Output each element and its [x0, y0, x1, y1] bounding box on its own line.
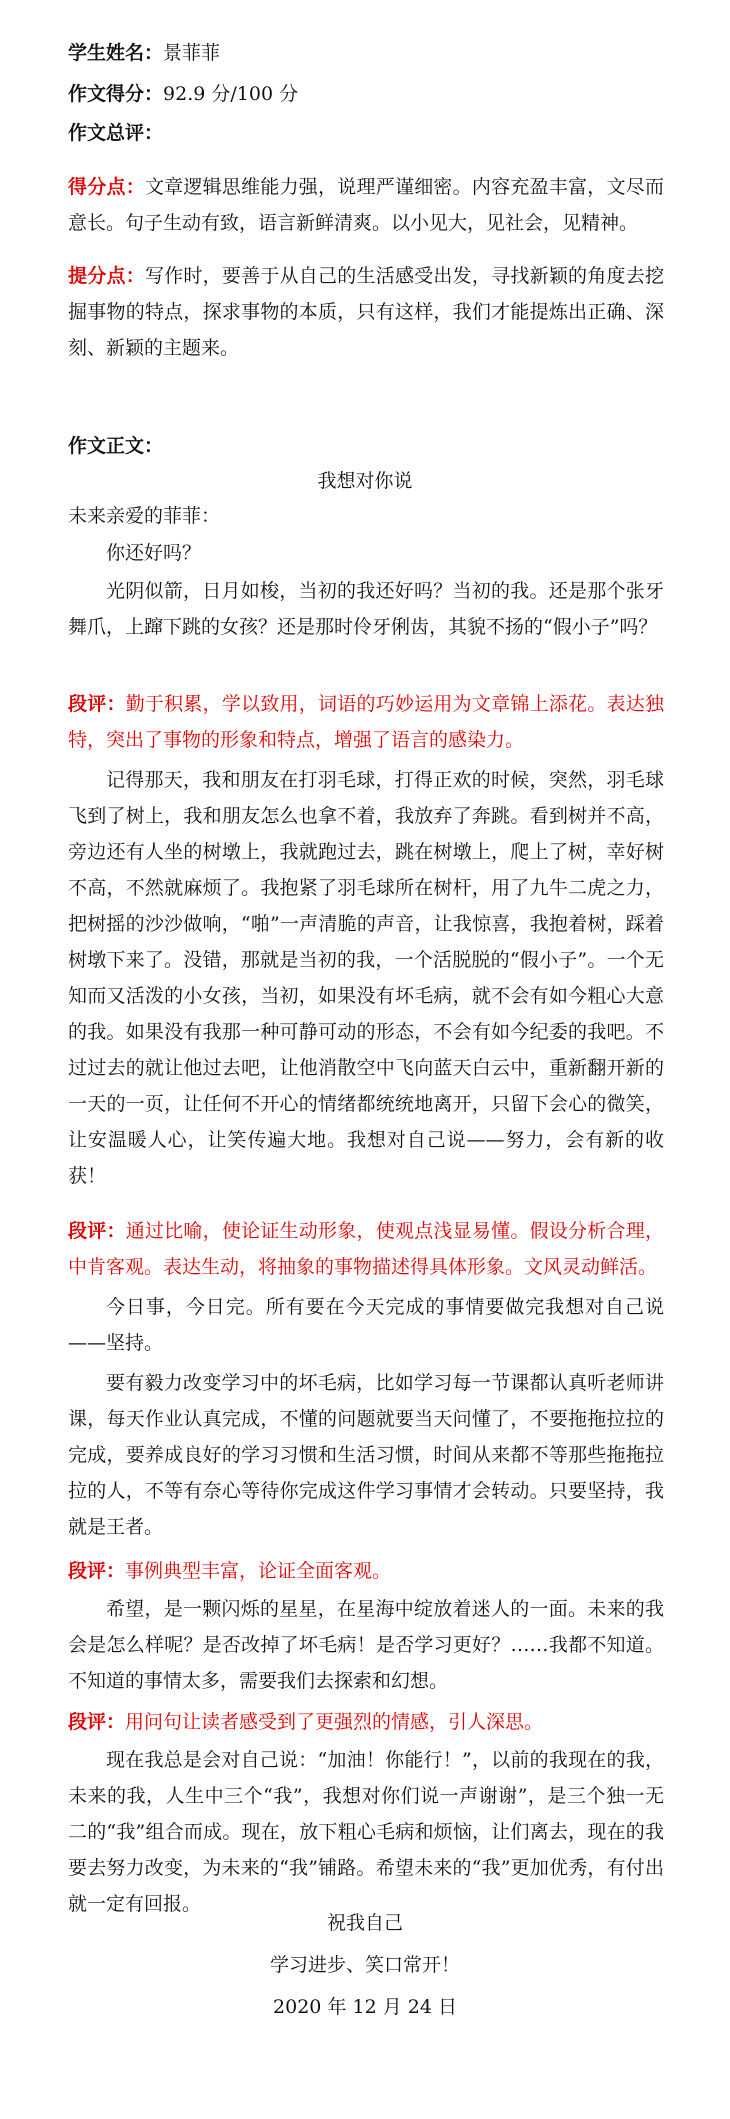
paragraph-comment-2 — [68, 1213, 664, 1285]
score-value: 92.9 分/100 分 — [163, 83, 299, 105]
essay-paragraph-5: 希望，是一颗闪烁的星星，在星海中绽放着迷人的一面。未来的我会是怎么样呢？是否改掉了坏毛病！是否学习更好？……我都不知道。不知道的事情太多，需要我们去探索和幻想。 — [68, 1598, 664, 1692]
paragraph-comment-3 — [68, 1553, 664, 1589]
strengths-paragraph — [68, 169, 664, 241]
essay-salutation: 未来亲爱的菲菲： — [68, 505, 221, 527]
comment-4-label: 段评： — [68, 1711, 126, 1733]
essay-paragraph-3: 今日事，今日完。所有要在今天完成的事情要做完我想对自己说——坚持。 — [68, 1296, 664, 1354]
closing-line-2: 学习进步、笑口常开！ — [269, 1954, 460, 1976]
improve-label: 提分点： — [68, 265, 145, 287]
comment-2-label: 段评： — [68, 1220, 126, 1242]
comment-1-label: 段评： — [68, 693, 126, 715]
strengths-label: 得分点： — [68, 176, 145, 198]
essay-paragraph-6: 现在我总是会对自己说：“加油！你能行！”，以前的我现在的我，未来的我，人生中三个“我”，我想对你们说一声谢谢”，是三个独一无二的“我”组合而成。现在，放下粗心毛病和烦恼，让们离去，现在的我要去努力改变，为未来的“我”铺路。希望未来的“我”更加优秀，有付出就一定有回报。 — [68, 1749, 664, 1915]
student-name: 景菲菲 — [163, 42, 221, 64]
comment-2-text: 通过比喻，使论证生动形象，使观点浅显易懂。假设分析合理，中肯客观。表达生动，将抽象的事物描述得具体形象。文风灵动鲜活。 — [68, 1220, 664, 1278]
student-name-line — [68, 40, 220, 67]
improve-text: 写作时，要善于从自己的生活感受出发，寻找新颖的角度去挖掘事物的特点，探求事物的本质，只有这样，我们才能提炼出正确、深刻、新颖的主题来。 — [68, 265, 664, 359]
comment-1-text: 勤于积累，学以致用，词语的巧妙运用为文章锦上添花。表达独特，突出了事物的形象和特点，增强了语言的感染力。 — [68, 693, 664, 751]
improve-paragraph — [68, 258, 664, 366]
student-label: 学生姓名： — [68, 42, 164, 64]
essay-paragraph-4: 要有毅力改变学习中的坏毛病，比如学习每一节课都认真听老师讲课，每天作业认真完成，不懂的问题就要当天问懂了，不要拖拖拉拉的完成，要养成良好的学习习惯和生活习惯，时间从来都不等那些拖拖拉拉的人，不等有奈心等待你完成这件学习事情才会转动。只要坚持，我就是王者。 — [68, 1372, 664, 1538]
comment-3-text: 事例典型丰富，论证全面客观。 — [125, 1560, 392, 1582]
essay-greeting: 你还好吗？ — [106, 542, 202, 564]
strengths-text: 文章逻辑思维能力强，说理严谨细密。内容充盈丰富，文尽而意长。句子生动有致，语言新鲜清爽。以小见大，见社会，见精神。 — [68, 176, 664, 234]
essay-date: 2020 年 12 月 24 日 — [273, 1996, 457, 2018]
score-label: 作文得分： — [68, 83, 164, 105]
review-title: 作文总评： — [68, 122, 164, 144]
paragraph-comment-4 — [68, 1704, 664, 1740]
essay-section-label: 作文正文： — [68, 435, 164, 457]
essay-title: 我想对你说 — [317, 470, 413, 492]
score-line — [68, 81, 298, 108]
paragraph-comment-1 — [68, 686, 664, 758]
essay-paragraph-1: 光阴似箭，日月如梭，当初的我还好吗？当初的我。还是那个张牙舞爪，上蹿下跳的女孩？还是那时伶牙俐齿，其貌不扬的“假小子”吗？ — [68, 580, 664, 638]
comment-3-label: 段评： — [68, 1560, 126, 1582]
essay-paragraph-2: 记得那天，我和朋友在打羽毛球，打得正欢的时候，突然，羽毛球飞到了树上，我和朋友怎么也拿不着，我放弃了奔跳。看到树并不高，旁边还有人坐的树墩上，我就跑过去，跳在树墩上，爬上了树，幸好树不高，不然就麻烦了。我抱紧了羽毛球所在树杆，用了九牛二虎之力，把树摇的沙沙做响，“啪”一声清脆的声音，让我惊喜，我抱着树，踩着树墩下来了。没错，那就是当初的我，一个活脱脱的“假小子”。一个无知而又活泼的小女孩，当初，如果没有坏毛病，就不会有如今粗心大意的我。如果没有我那一种可静可动的形态，不会有如今纪委的我吧。不过过去的就让他过去吧，让他消散空中飞向蓝天白云中，重新翻开新的一天的一页，让任何不开心的情绪都统统地离开，只留下会心的微笑，让安温暖人心，让笑传遍大地。我想对自己说——努力，会有新的收获！ — [68, 769, 664, 1187]
comment-4-text: 用问句让读者感受到了更强烈的情感，引人深思。 — [125, 1711, 544, 1733]
closing-line-1: 祝我自己 — [326, 1912, 403, 1934]
